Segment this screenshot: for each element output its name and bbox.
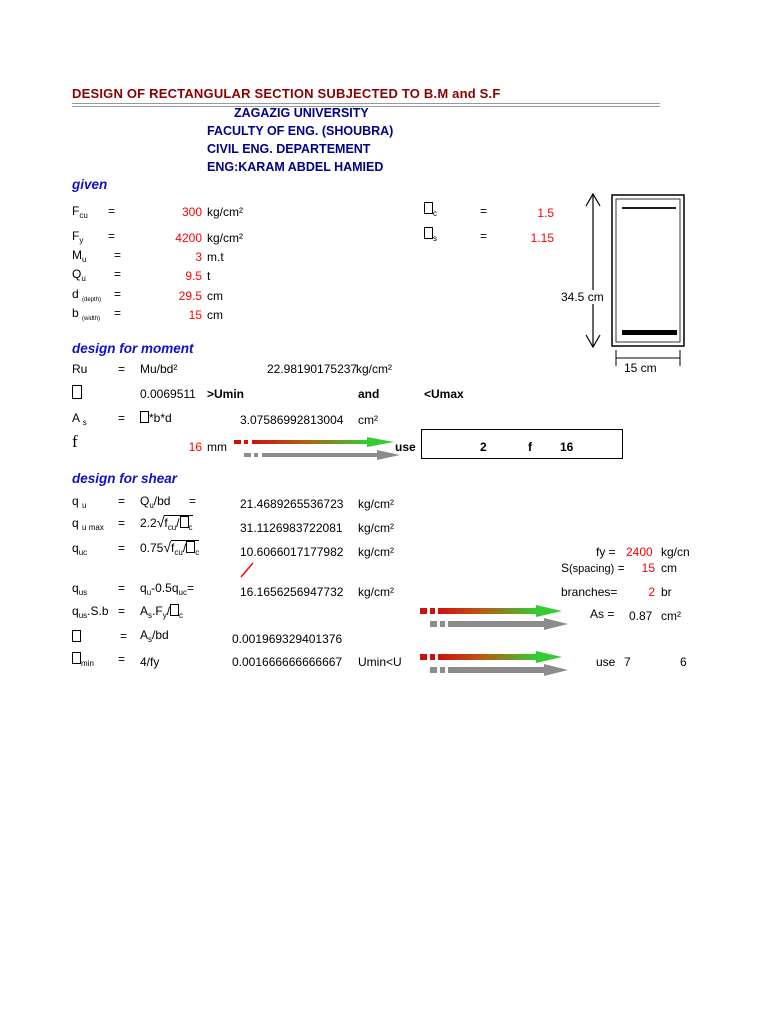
- mu-ratio-symbol: [72, 385, 82, 402]
- quc-unit: kg/cm²: [358, 545, 394, 559]
- header-department: CIVIL ENG. DEPARTEMENT: [207, 142, 371, 156]
- phi-glyph: f: [528, 440, 532, 454]
- section-given: given: [72, 177, 108, 192]
- mumin-value: 0.001666666666667: [232, 655, 343, 669]
- stirrup-count: 7: [624, 655, 631, 669]
- mu-eq: =: [114, 248, 122, 262]
- mu-and: and: [358, 387, 380, 401]
- branches-unit: br: [661, 585, 672, 599]
- depth-value[interactable]: 29.5: [178, 289, 202, 303]
- mumin-eq: =: [118, 652, 126, 666]
- fcu-value[interactable]: 300: [181, 205, 202, 219]
- qu-shear-value: 21.4689265536723: [240, 497, 344, 511]
- ru-unit: kg/cm²: [356, 362, 392, 376]
- section-shear: design for shear: [72, 471, 178, 486]
- missing-glyph-icon: [186, 541, 195, 553]
- stirrup-fy-unit: kg/cn: [661, 545, 690, 559]
- stirrup-as-value: 0.87: [629, 609, 653, 623]
- spacing-value[interactable]: 15: [641, 561, 655, 575]
- qumax-eq: =: [118, 516, 126, 530]
- red-slash-icon: [238, 560, 258, 580]
- width-value[interactable]: 15: [188, 308, 202, 322]
- as-label: A $_s$: [72, 411, 87, 427]
- header-faculty: FACULTY OF ENG. (SHOUBRA): [207, 124, 394, 138]
- qu-shear-eq2: =: [189, 494, 197, 508]
- shear-arrow-icon: [420, 605, 570, 631]
- width-unit: cm: [207, 308, 223, 322]
- as-unit: cm²: [358, 413, 378, 427]
- header-university: ZAGAZIG UNIVERSITY: [234, 106, 369, 120]
- missing-glyph-icon: [424, 227, 433, 239]
- stirrup-as-label: As =: [590, 607, 615, 621]
- fcu-label: $F_{cu}$: [72, 204, 88, 220]
- gamma-s-symbol: s: [424, 225, 437, 243]
- as-value: 3.07586992813004: [240, 413, 344, 427]
- bar-diameter-result: 16: [560, 440, 574, 454]
- fy-label: $F_y$: [72, 229, 84, 245]
- qus-eq: =: [118, 581, 126, 595]
- qumax-label: q $_{u max}$: [72, 516, 104, 532]
- qussb-formula: $A_s.F_y/$ $_c$: [140, 604, 184, 620]
- mu-label: $M_u$: [72, 248, 87, 264]
- qu-shear-eq: =: [118, 494, 126, 508]
- reinforcement-result-box: [421, 429, 623, 459]
- width-label: b $_{(width)}$: [72, 306, 101, 322]
- page-title: DESIGN OF RECTANGULAR SECTION SUBJECTED TO B.M and S.F: [72, 86, 501, 101]
- mu-shear-eq: =: [120, 629, 128, 643]
- mu-unit: m.t: [207, 250, 224, 264]
- quc-formula: $0.75√f_{cu}/$ $_c$: [140, 539, 200, 557]
- ru-value: 22.98190175237: [267, 362, 358, 376]
- mu-shear-formula: $A_s/bd$: [140, 628, 169, 644]
- qu-value[interactable]: 9.5: [185, 269, 202, 283]
- fy-value[interactable]: 4200: [175, 231, 202, 245]
- as-formula: *b*d: [140, 411, 172, 425]
- header-author: ENG:KARAM ABDEL HAMIED: [207, 160, 384, 174]
- stirrup-fy-value[interactable]: 2400: [626, 545, 653, 559]
- stirrup-arrow-icon: [420, 651, 570, 677]
- qu-eq: =: [114, 267, 122, 281]
- mu-min-check: >Umin: [207, 387, 245, 401]
- missing-glyph-icon: [424, 202, 433, 214]
- missing-glyph-icon: [180, 516, 189, 528]
- gamma-s-eq: =: [480, 229, 488, 243]
- missing-glyph-icon: [72, 385, 82, 399]
- gamma-c-eq: =: [480, 204, 488, 218]
- stirrup-as-unit: cm²: [661, 609, 681, 623]
- mu-value[interactable]: 3: [195, 250, 202, 264]
- stirrup-fy-label: fy =: [596, 545, 616, 559]
- spacing-unit: cm: [661, 561, 677, 575]
- mu-shear-symbol: [72, 628, 81, 644]
- moment-arrow-icon: [234, 437, 404, 461]
- missing-glyph-icon: [72, 652, 81, 664]
- fy-unit: kg/cm²: [207, 231, 243, 245]
- fy-eq: =: [108, 229, 116, 243]
- qumax-unit: kg/cm²: [358, 521, 394, 535]
- section-moment: design for moment: [72, 341, 194, 356]
- quc-eq: =: [118, 541, 126, 555]
- ru-formula: Mu/bd²: [140, 362, 178, 376]
- bar-count: 2: [480, 440, 487, 454]
- missing-glyph-icon: [140, 411, 149, 423]
- mu-ratio-value: 0.0069511: [140, 387, 196, 401]
- as-eq: =: [118, 411, 126, 425]
- title-divider-1: [72, 103, 660, 104]
- gamma-s-value[interactable]: 1.15: [530, 231, 554, 245]
- missing-glyph-icon: [72, 630, 81, 642]
- depth-eq: =: [114, 287, 122, 301]
- bar-diameter-unit: mm: [207, 440, 227, 454]
- qu-label: $Q_u$: [72, 267, 86, 283]
- depth-unit: cm: [207, 289, 223, 303]
- qu-shear-formula: $Q_u/bd$: [140, 494, 171, 510]
- section-diagram: [580, 190, 690, 380]
- gamma-c-symbol: c: [424, 200, 437, 218]
- fcu-unit: kg/cm²: [207, 205, 243, 219]
- qussb-eq: =: [118, 604, 126, 618]
- missing-glyph-icon: [170, 604, 179, 616]
- branches-value[interactable]: 2: [648, 585, 655, 599]
- width-dimension-label: 15 cm: [624, 361, 657, 375]
- mumin-compare: Umin<U: [358, 655, 402, 669]
- stirrup-diameter: 6: [680, 655, 687, 669]
- fcu-eq: =: [108, 204, 116, 218]
- mumin-formula: 4/fy: [140, 655, 160, 669]
- qu-unit: t: [207, 269, 211, 283]
- use-label: use: [395, 440, 416, 454]
- qu-shear-unit: kg/cm²: [358, 497, 394, 511]
- qumax-formula: $2.2√f_{cu}/$ $_c$: [140, 514, 193, 532]
- qu-shear-label: q $_u$: [72, 494, 87, 510]
- mumin-label: min: [72, 650, 94, 668]
- height-dimension-label: 34.5 cm: [561, 290, 604, 304]
- qus-label: $q_{us}$: [72, 581, 88, 597]
- mu-max-check: <Umax: [424, 387, 464, 401]
- stirrup-use-label: use: [596, 655, 616, 669]
- phi-symbol: f: [72, 432, 78, 451]
- quc-value: 10.6066017177982: [240, 545, 344, 559]
- qumax-value: 31.1126983722081: [240, 521, 343, 535]
- quc-label: $q_{uc}$: [72, 541, 88, 557]
- qus-unit: kg/cm²: [358, 585, 394, 599]
- ru-label: Ru: [72, 362, 88, 376]
- qussb-label: $q_{us}.S.b$: [72, 604, 109, 620]
- gamma-c-value[interactable]: 1.5: [537, 206, 554, 220]
- spacing-label: S(spacing) =: [561, 561, 625, 575]
- branches-label: branches=: [561, 585, 618, 599]
- mu-shear-value: 0.001969329401376: [232, 632, 343, 646]
- qus-value: 16.1656256947732: [240, 585, 344, 599]
- depth-label: d $_{(depth)}$: [72, 287, 102, 303]
- qus-formula: $q_u-0.5q_{uc}=$: [140, 581, 194, 597]
- ru-eq: =: [118, 362, 126, 376]
- width-eq: =: [114, 306, 122, 320]
- bar-diameter-value[interactable]: 16: [188, 440, 202, 454]
